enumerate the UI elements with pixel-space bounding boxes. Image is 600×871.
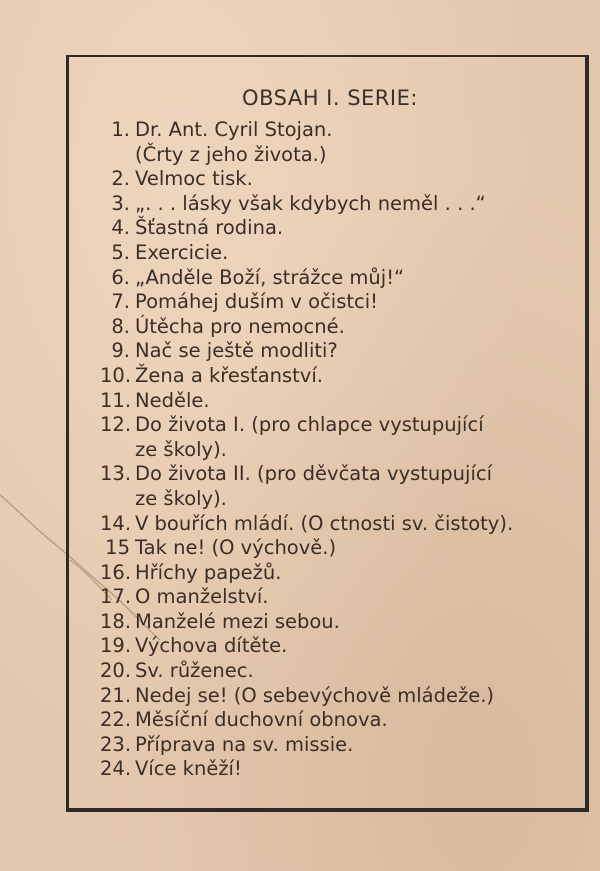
- entry-number: [100, 438, 130, 463]
- entry-number: 3.: [111, 191, 130, 215]
- entry-number: 8.: [111, 314, 130, 338]
- table-of-contents: [100, 118, 570, 782]
- entry-number: 22.: [100, 708, 132, 732]
- entry-title: Dr. Ant. Cyril Stojan.: [135, 118, 333, 141]
- toc-entry: [100, 364, 570, 389]
- toc-entry: [100, 339, 570, 364]
- toc-entry: [100, 216, 570, 241]
- entry-number: 7.: [111, 290, 130, 314]
- page-title: OBSAH I. SERIE:: [242, 86, 418, 110]
- entry-number: 19.: [100, 634, 132, 658]
- entry-number: 6.: [111, 265, 130, 289]
- entry-number: 5.: [111, 240, 130, 264]
- entry-title: „Anděle Boží, strážce můj!“: [135, 265, 405, 289]
- toc-entry: [100, 413, 570, 438]
- entry-title: Do života I. (pro chlapce vystupující: [135, 413, 484, 437]
- toc-entry: [100, 634, 570, 659]
- entry-number: 14.: [100, 511, 132, 535]
- toc-entry-continuation: [100, 438, 570, 463]
- entry-number: [100, 143, 130, 168]
- entry-number: 2.: [111, 167, 130, 191]
- entry-title: Více kněží!: [135, 757, 242, 781]
- entry-number: 13.: [100, 462, 132, 486]
- entry-title: O manželství.: [135, 585, 269, 609]
- toc-entry-continuation: [100, 487, 570, 512]
- entry-number: 24.: [100, 757, 132, 781]
- toc-entry: [100, 389, 570, 414]
- entry-title: Sv. růženec.: [135, 659, 254, 683]
- entry-title: Manželé mezi sebou.: [135, 609, 340, 633]
- entry-title: Příprava na sv. missie.: [135, 732, 354, 756]
- toc-entry: [100, 561, 570, 586]
- entry-number: 20.: [100, 659, 132, 683]
- toc-entry: [100, 659, 570, 684]
- entry-title: Nač se ještě modliti?: [135, 339, 338, 363]
- entry-title: ze školy).: [135, 486, 227, 510]
- toc-entry: [100, 512, 570, 537]
- entry-title: Hříchy papežů.: [135, 560, 282, 584]
- entry-number: 16.: [100, 560, 132, 584]
- toc-entry: [100, 266, 570, 291]
- entry-title: Výchova dítěte.: [135, 634, 288, 658]
- entry-title: Měsíční duchovní obnova.: [135, 708, 388, 732]
- toc-entry: [100, 733, 570, 758]
- entry-number: 1.: [111, 118, 130, 141]
- entry-title: Neděle.: [135, 388, 210, 412]
- toc-entry: [100, 610, 570, 635]
- toc-entry: [100, 684, 570, 709]
- toc-entry: [100, 462, 570, 487]
- entry-title: ze školy).: [135, 437, 227, 461]
- entry-title: Útěcha pro nemocné.: [135, 314, 345, 338]
- toc-entry: [100, 192, 570, 217]
- toc-entry: [100, 167, 570, 192]
- toc-entry-continuation: [100, 143, 570, 168]
- entry-number: [100, 487, 130, 512]
- entry-number: 9.: [111, 339, 130, 363]
- entry-number: 18.: [100, 609, 132, 633]
- toc-entry: [100, 118, 570, 143]
- entry-number: 21.: [100, 683, 132, 707]
- toc-entry: [100, 757, 570, 782]
- entry-title: Velmoc tisk.: [135, 167, 253, 191]
- entry-number: 10.: [100, 363, 132, 387]
- entry-title: (Črty z jeho života.): [135, 142, 327, 166]
- entry-title: Pomáhej duším v očistci!: [135, 290, 378, 314]
- entry-number: 4.: [111, 216, 130, 240]
- entry-number: 23.: [100, 732, 132, 756]
- entry-title: Tak ne! (O výchově.): [135, 536, 337, 560]
- toc-entry: [100, 241, 570, 266]
- toc-entry: [100, 290, 570, 315]
- entry-number: 12.: [100, 413, 132, 437]
- entry-number: 17.: [100, 585, 132, 609]
- entry-title: Do života II. (pro děvčata vystupující: [135, 462, 492, 486]
- toc-entry: [100, 536, 570, 561]
- entry-title: V bouřích mládí. (O ctnosti sv. čistoty).: [135, 511, 514, 535]
- entry-title: Šťastná rodina.: [135, 216, 284, 240]
- toc-entry: [100, 315, 570, 340]
- toc-entry: [100, 585, 570, 610]
- entry-number: 15: [105, 536, 130, 560]
- entry-title: Žena a křesťanství.: [135, 363, 323, 387]
- entry-title: Nedej se! (O sebevýchově mládeže.): [135, 683, 495, 707]
- entry-title: „. . . lásky však kdybych neměl . . .“: [135, 191, 486, 215]
- entry-title: Exercicie.: [135, 240, 229, 264]
- toc-entry: [100, 708, 570, 733]
- entry-number: 11.: [100, 388, 132, 412]
